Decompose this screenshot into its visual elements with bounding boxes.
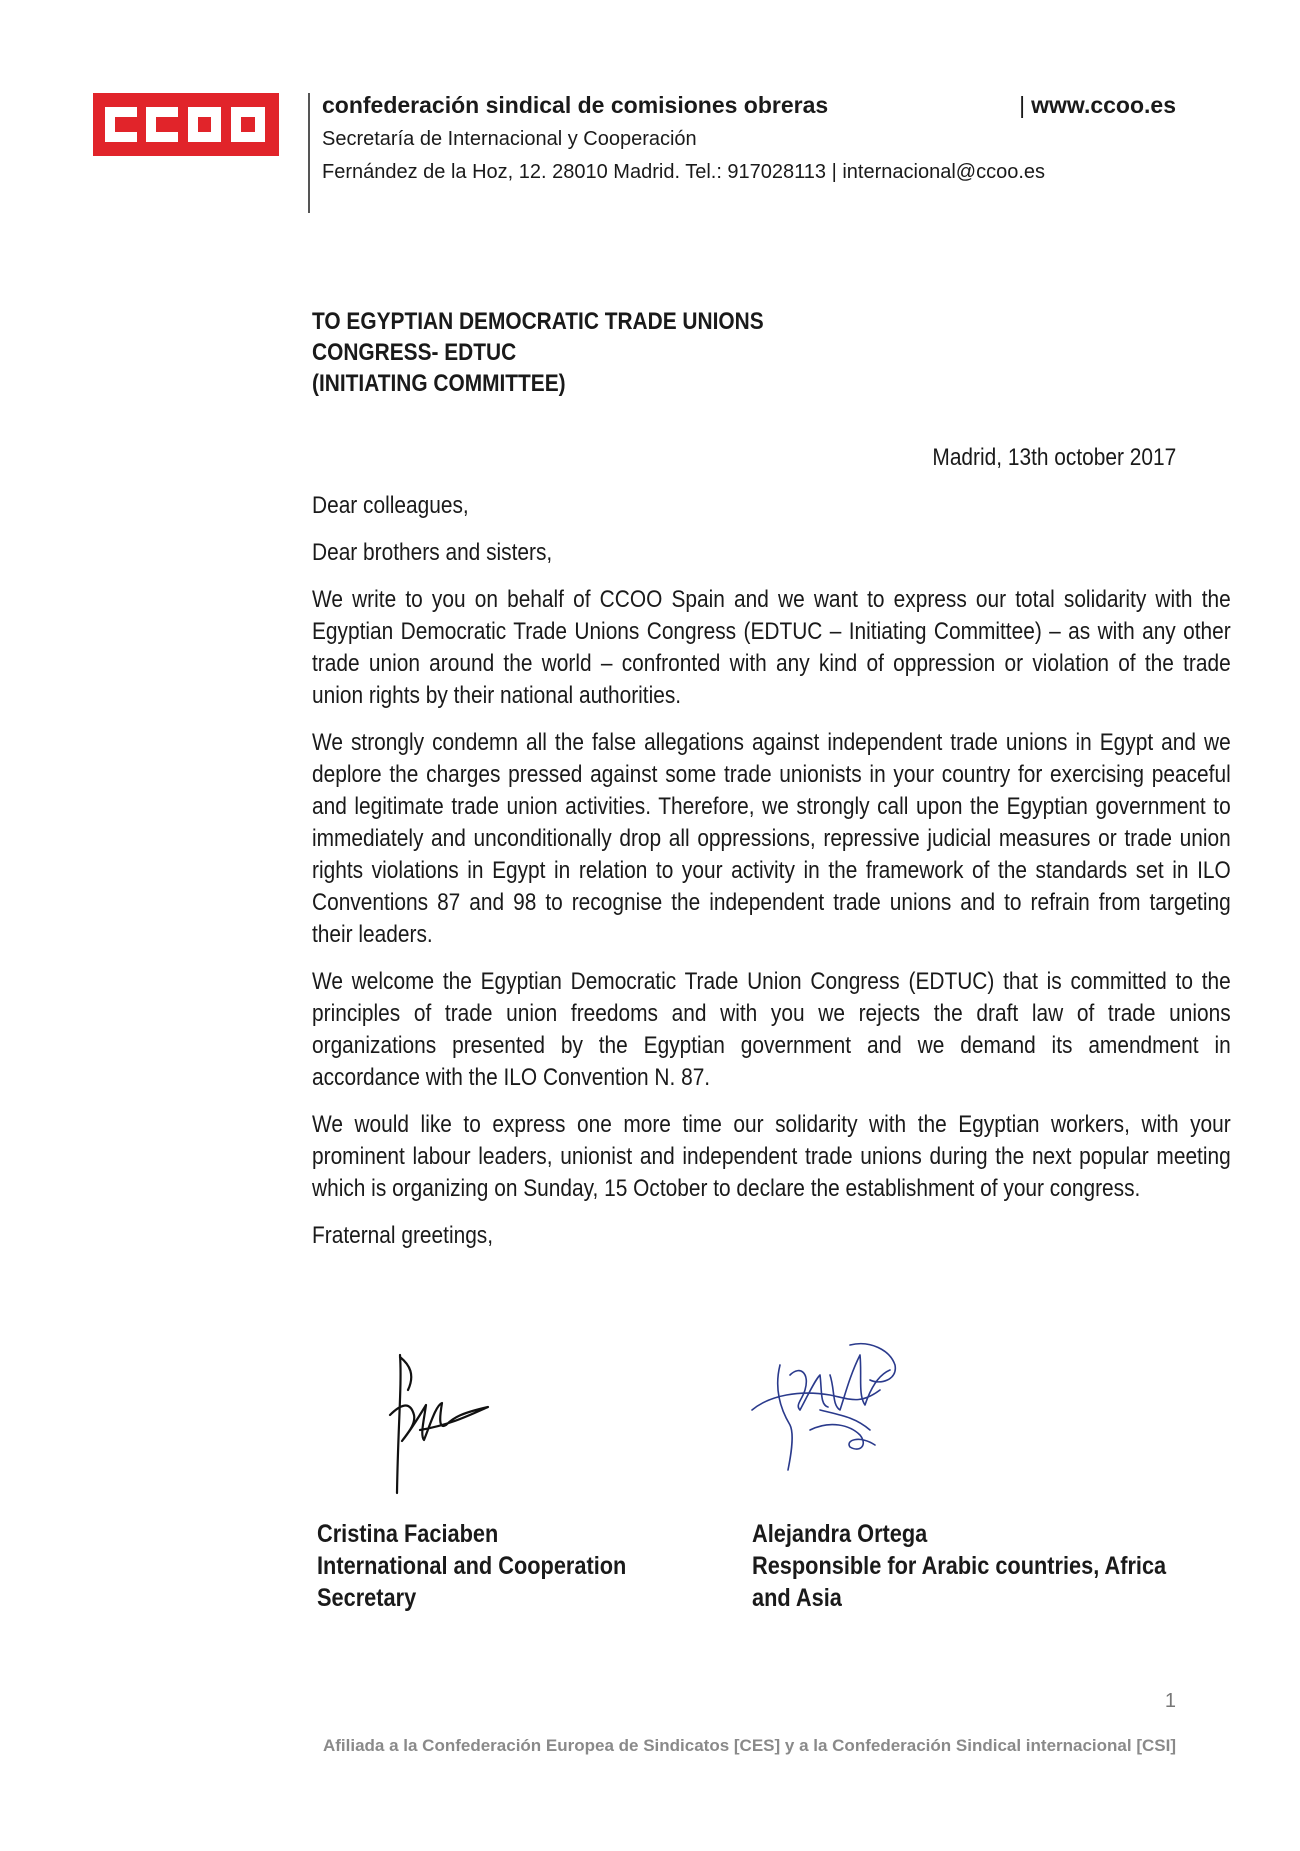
organization-name: confederación sindical de comisiones obreras — [322, 92, 829, 118]
body-paragraph: We write to you on behalf of CCOO Spain and we want to express our total solidarity with the Egyptian Democratic Trade Unions Congress (EDTUC – Initiating Committee) – as with any other trade union around the world – confronted with any kind of oppression or violation of the trade union rights by their national authorities. — [312, 586, 1231, 709]
closing: Fraternal greetings, — [312, 1222, 494, 1249]
website-separator: | — [1019, 92, 1026, 118]
letter-date: Madrid, 13th october 2017 — [932, 444, 1176, 471]
ccoo-logo — [93, 93, 279, 156]
signature-alejandra-ortega — [750, 1335, 900, 1475]
website-link[interactable]: www.ccoo.es — [1031, 92, 1176, 118]
salutation: Dear brothers and sisters, — [312, 539, 553, 566]
signer-name: Alejandra Ortega — [752, 1520, 928, 1548]
signer-name: Cristina Faciaben — [317, 1520, 499, 1548]
signer-title: Responsible for Arabic countries, Africa — [752, 1552, 1167, 1580]
website — [1019, 92, 1176, 119]
letter-body — [312, 490, 1231, 1267]
page-number: 1 — [1164, 1690, 1176, 1712]
addressee-line: TO EGYPTIAN DEMOCRATIC TRADE UNIONS — [312, 308, 764, 335]
body-paragraph: We welcome the Egyptian Democratic Trade Union Congress (EDTUC) that is committed to the principles of trade union freedoms and with you we rejects the draft law of trade unions organizations presented by the Egyptian government and we demand its amendment in accordance with the ILO Convention N. 87. — [312, 968, 1231, 1091]
footer-affiliation: Afiliada a la Confederación Europea de Sindicatos [CES] y a la Confederación Sindical internacional [CSI] — [322, 1736, 1176, 1755]
contact-address: Fernández de la Hoz, 12. 28010 Madrid. Tel.: 917028113 | internacional@ccoo.es — [322, 161, 1045, 183]
body-paragraph: We would like to express one more time our solidarity with the Egyptian workers, with your prominent labour leaders, unionist and independent trade unions during the next popular meeting which is organizing on Sunday, 15 October to declare the establishment of your congress. — [312, 1111, 1231, 1202]
addressee-block — [312, 306, 851, 399]
body-paragraph: We strongly condemn all the false allegations against independent trade unions in Egypt and we deplore the charges pressed against some trade unionists in your country for exercising peaceful and legitimate trade union activities. Therefore, we strongly call upon the Egyptian government to immediately and unconditionally drop all oppressions, repressive judicial measures or trade union rights violations in Egypt in relation to your activity in the framework of the standards set in ILO Conventions 87 and 98 to recognise the independent trade unions and to refrain from targeting their leaders. — [312, 729, 1231, 948]
signer-block — [752, 1518, 1166, 1614]
signature-cristina-faciaben — [380, 1345, 490, 1495]
department-name: Secretaría de Internacional y Cooperación — [322, 128, 697, 150]
addressee-line: (INITIATING COMMITTEE) — [312, 370, 566, 397]
signer-title: and Asia — [752, 1584, 842, 1612]
salutation: Dear colleagues, — [312, 492, 469, 519]
signer-title: International and Cooperation — [317, 1552, 627, 1580]
signer-title: Secretary — [317, 1584, 417, 1612]
addressee-line: CONGRESS- EDTUC — [312, 339, 517, 366]
header-divider — [308, 93, 310, 213]
signer-block — [317, 1518, 626, 1614]
